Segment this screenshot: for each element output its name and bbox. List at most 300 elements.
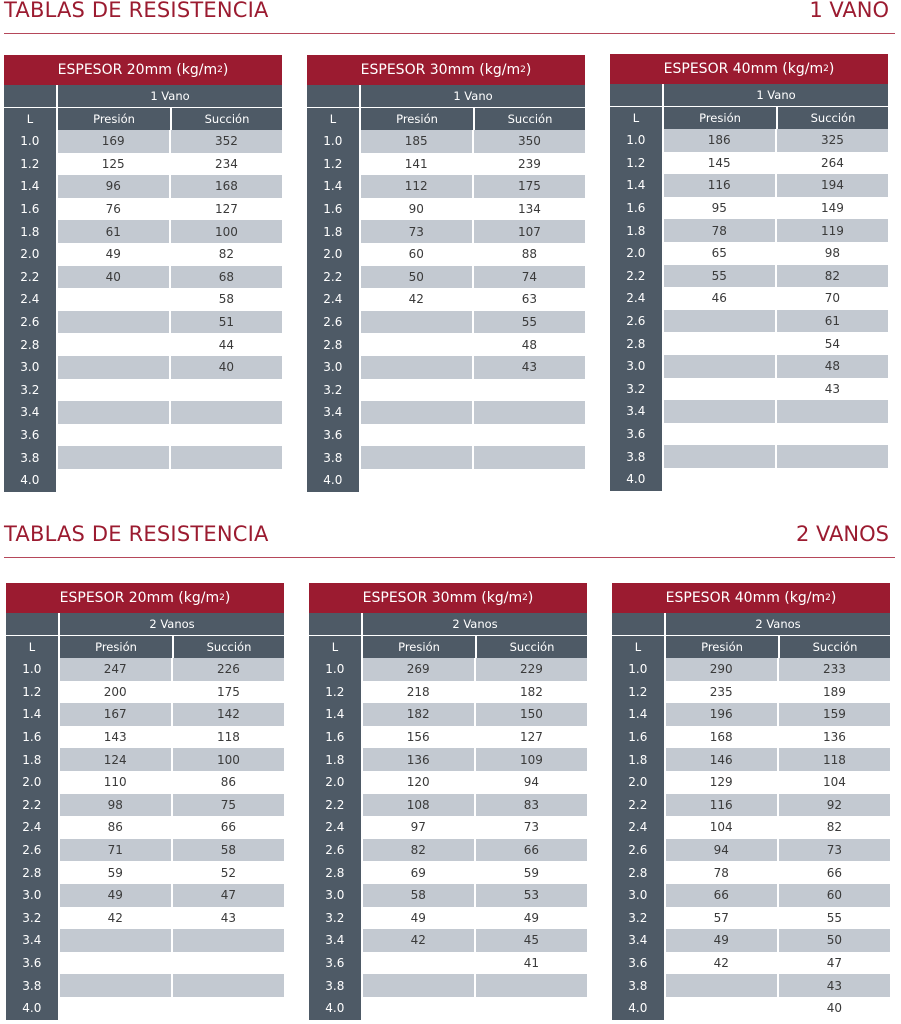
cell-presion [664, 355, 777, 378]
cell-length: 1.0 [610, 129, 664, 152]
cell-presion [664, 468, 777, 491]
cell-length: 1.6 [6, 726, 60, 749]
cell-length: 3.0 [4, 356, 58, 379]
cell-length: 2.4 [307, 288, 361, 311]
resistance-table [4, 55, 282, 492]
cell-length: 2.4 [6, 816, 60, 839]
cell-presion [363, 952, 476, 975]
cell-presion: 124 [60, 748, 173, 771]
cell-presion: 116 [664, 174, 777, 197]
cell-succion: 88 [474, 243, 585, 266]
table-row [309, 726, 587, 749]
table-title [307, 55, 585, 85]
cell-presion: 182 [363, 703, 476, 726]
cell-length: 4.0 [610, 468, 664, 491]
cell-length: 1.8 [612, 748, 666, 771]
cell-length: 2.8 [4, 333, 58, 356]
cell-succion: 136 [779, 726, 890, 749]
table-title-text: ESPESOR 30mm (kg/m [362, 590, 523, 606]
column-header-presion: Presión [60, 636, 174, 658]
cell-succion: 194 [777, 174, 888, 197]
cell-presion: 49 [363, 907, 476, 930]
span-header-label: 1 Vano [58, 85, 282, 107]
cell-presion: 42 [363, 929, 476, 952]
cell-presion: 73 [361, 220, 474, 243]
table-title-superscript: 2 [219, 593, 225, 603]
span-header-blank [612, 613, 664, 635]
cell-length: 3.8 [610, 445, 664, 468]
cell-presion: 185 [361, 130, 474, 153]
cell-presion: 49 [60, 884, 173, 907]
cell-presion [363, 997, 476, 1020]
column-header-l: L [610, 107, 664, 129]
cell-length: 1.8 [6, 748, 60, 771]
cell-succion: 50 [779, 929, 890, 952]
cell-presion: 290 [666, 658, 779, 681]
cell-presion: 42 [361, 288, 474, 311]
resistance-table [612, 583, 890, 1020]
cell-length: 4.0 [6, 997, 60, 1020]
table-row [610, 423, 888, 446]
cell-length: 2.0 [4, 243, 58, 266]
cell-succion: 40 [171, 356, 282, 379]
column-header-row [309, 636, 587, 658]
cell-succion: 55 [779, 907, 890, 930]
table-row [612, 952, 890, 975]
cell-presion [60, 952, 173, 975]
table-row [612, 997, 890, 1020]
cell-presion: 40 [58, 266, 171, 289]
cell-length: 2.4 [610, 287, 664, 310]
cell-succion: 82 [777, 265, 888, 288]
table-row [309, 861, 587, 884]
table-row [612, 839, 890, 862]
cell-presion: 42 [666, 952, 779, 975]
cell-succion [173, 974, 284, 997]
table-row [6, 997, 284, 1020]
cell-presion: 98 [60, 794, 173, 817]
cell-succion: 127 [171, 198, 282, 221]
cell-length: 2.8 [6, 861, 60, 884]
cell-length: 1.0 [612, 658, 666, 681]
span-header-label: 2 Vanos [363, 613, 587, 635]
cell-length: 2.0 [610, 242, 664, 265]
cell-presion: 69 [363, 861, 476, 884]
cell-succion: 127 [476, 726, 587, 749]
table-row [610, 219, 888, 242]
cell-succion: 325 [777, 129, 888, 152]
table-row [612, 816, 890, 839]
cell-length: 1.0 [6, 658, 60, 681]
cell-succion: 86 [173, 771, 284, 794]
column-header-l: L [6, 636, 60, 658]
cell-presion: 141 [361, 153, 474, 176]
cell-length: 1.4 [307, 175, 361, 198]
cell-succion [173, 929, 284, 952]
cell-length: 3.6 [4, 424, 58, 447]
cell-succion: 43 [474, 356, 585, 379]
cell-presion [664, 445, 777, 468]
table-title [612, 583, 890, 613]
cell-succion [171, 379, 282, 402]
cell-succion: 226 [173, 658, 284, 681]
cell-presion [361, 446, 474, 469]
cell-presion: 129 [666, 771, 779, 794]
table-row [309, 748, 587, 771]
cell-succion: 83 [476, 794, 587, 817]
cell-length: 3.6 [610, 423, 664, 446]
table-row [4, 153, 282, 176]
cell-length: 3.4 [307, 401, 361, 424]
cell-length: 1.8 [610, 219, 664, 242]
cell-succion: 94 [476, 771, 587, 794]
cell-presion: 95 [664, 197, 777, 220]
table-row [610, 265, 888, 288]
column-header-l: L [612, 636, 666, 658]
table-row [309, 974, 587, 997]
table-row [307, 311, 585, 334]
cell-length: 1.6 [4, 198, 58, 221]
table-row [4, 311, 282, 334]
cell-length: 2.0 [612, 771, 666, 794]
table-title-superscript: 2 [520, 65, 526, 75]
table-row [309, 703, 587, 726]
cell-presion [60, 974, 173, 997]
cell-presion [361, 379, 474, 402]
cell-presion: 58 [363, 884, 476, 907]
cell-succion: 159 [779, 703, 890, 726]
cell-presion [58, 401, 171, 424]
column-header-succion: Succión [507, 112, 553, 126]
table-row [6, 816, 284, 839]
cell-presion: 65 [664, 242, 777, 265]
cell-presion: 61 [58, 220, 171, 243]
span-header-row [6, 613, 284, 635]
table-row [612, 929, 890, 952]
cell-succion: 100 [171, 220, 282, 243]
span-header-blank [6, 613, 58, 635]
table-row [307, 469, 585, 492]
cell-length: 2.6 [612, 839, 666, 862]
cell-length: 3.8 [307, 446, 361, 469]
cell-succion: 74 [474, 266, 585, 289]
column-header-succion: Succión [509, 640, 555, 654]
column-header-l: L [309, 636, 363, 658]
cell-length: 3.4 [612, 929, 666, 952]
cell-presion: 169 [58, 130, 171, 153]
cell-length: 3.4 [309, 929, 363, 952]
cell-presion [58, 288, 171, 311]
cell-presion: 168 [666, 726, 779, 749]
cell-length: 4.0 [4, 469, 58, 492]
cell-succion: 119 [777, 219, 888, 242]
cell-succion: 53 [476, 884, 587, 907]
cell-length: 3.2 [610, 378, 664, 401]
table-row [307, 401, 585, 424]
cell-presion [361, 356, 474, 379]
cell-length: 3.4 [610, 400, 664, 423]
cell-length: 3.2 [309, 907, 363, 930]
cell-presion: 66 [666, 884, 779, 907]
cell-length: 3.8 [6, 974, 60, 997]
cell-succion: 104 [779, 771, 890, 794]
cell-succion: 52 [173, 861, 284, 884]
cell-length: 2.6 [307, 311, 361, 334]
cell-succion: 175 [173, 681, 284, 704]
table-row [610, 129, 888, 152]
cell-presion [664, 423, 777, 446]
cell-succion [777, 445, 888, 468]
cell-length: 1.8 [4, 220, 58, 243]
table-row [309, 997, 587, 1020]
cell-length: 3.0 [610, 355, 664, 378]
table-row [309, 839, 587, 862]
cell-presion: 94 [666, 839, 779, 862]
cell-presion: 104 [666, 816, 779, 839]
span-header-label: 1 Vano [361, 85, 585, 107]
cell-presion [666, 997, 779, 1020]
cell-succion: 48 [777, 355, 888, 378]
cell-succion: 134 [474, 198, 585, 221]
table-row [610, 310, 888, 333]
section-header [0, 0, 901, 34]
cell-succion: 98 [777, 242, 888, 265]
table-body [307, 130, 585, 492]
cell-length: 1.2 [4, 153, 58, 176]
cell-succion [474, 379, 585, 402]
cell-succion [777, 468, 888, 491]
table-row [4, 220, 282, 243]
cell-presion: 110 [60, 771, 173, 794]
cell-succion: 100 [173, 748, 284, 771]
table-row [307, 356, 585, 379]
cell-presion [361, 401, 474, 424]
cell-length: 1.4 [610, 174, 664, 197]
cell-presion: 96 [58, 175, 171, 198]
cell-succion: 118 [779, 748, 890, 771]
cell-presion: 108 [363, 794, 476, 817]
cell-succion: 150 [476, 703, 587, 726]
cell-presion: 42 [60, 907, 173, 930]
cell-presion [58, 333, 171, 356]
column-header-presion: Presión [664, 107, 778, 129]
cell-succion: 70 [777, 287, 888, 310]
cell-length: 1.6 [307, 198, 361, 221]
table-title-text: ESPESOR 20mm (kg/m [59, 590, 220, 606]
cell-succion: 73 [476, 816, 587, 839]
cell-length: 2.2 [4, 266, 58, 289]
column-header-succion: Succión [204, 112, 250, 126]
table-row [309, 952, 587, 975]
cell-succion [474, 469, 585, 492]
table-title-close: ) [525, 62, 532, 78]
table-row [612, 771, 890, 794]
table-row [309, 884, 587, 907]
table-row [612, 748, 890, 771]
cell-presion [361, 311, 474, 334]
table-title [6, 583, 284, 613]
column-header-l: L [4, 108, 58, 130]
cell-presion: 71 [60, 839, 173, 862]
resistance-table [6, 583, 284, 1020]
cell-succion: 47 [779, 952, 890, 975]
cell-length: 1.2 [307, 153, 361, 176]
column-header-row [610, 107, 888, 129]
column-header-presion: Presión [361, 108, 475, 130]
table-title-close: ) [828, 61, 835, 77]
table-row [4, 424, 282, 447]
cell-succion: 142 [173, 703, 284, 726]
table-body [4, 130, 282, 492]
table-row [307, 130, 585, 153]
table-row [612, 907, 890, 930]
cell-succion: 229 [476, 658, 587, 681]
cell-succion: 43 [779, 974, 890, 997]
cell-length: 1.0 [4, 130, 58, 153]
cell-succion: 82 [171, 243, 282, 266]
table-row [4, 130, 282, 153]
table-row [307, 424, 585, 447]
table-row [307, 153, 585, 176]
cell-length: 3.8 [309, 974, 363, 997]
table-title-superscript: 2 [825, 593, 831, 603]
cell-length: 3.2 [6, 907, 60, 930]
cell-succion [171, 469, 282, 492]
cell-presion: 218 [363, 681, 476, 704]
cell-presion [58, 356, 171, 379]
cell-presion: 143 [60, 726, 173, 749]
cell-presion: 78 [664, 219, 777, 242]
cell-length: 2.8 [610, 332, 664, 355]
table-row [309, 929, 587, 952]
column-header-row [6, 636, 284, 658]
table-title [610, 54, 888, 84]
cell-succion [476, 974, 587, 997]
table-body [612, 658, 890, 1020]
cell-length: 2.6 [309, 839, 363, 862]
cell-length: 2.6 [6, 839, 60, 862]
cell-length: 3.0 [307, 356, 361, 379]
table-row [4, 446, 282, 469]
table-row [307, 243, 585, 266]
cell-length: 1.6 [309, 726, 363, 749]
cell-presion: 235 [666, 681, 779, 704]
cell-length: 1.8 [309, 748, 363, 771]
cell-succion: 118 [173, 726, 284, 749]
table-row [612, 861, 890, 884]
table-row [612, 681, 890, 704]
table-row [6, 726, 284, 749]
cell-length: 2.2 [307, 266, 361, 289]
table-title [4, 55, 282, 85]
section-header [0, 524, 901, 558]
cell-succion: 54 [777, 332, 888, 355]
span-header-blank [307, 85, 359, 107]
column-header-succion: Succión [206, 640, 252, 654]
cell-presion: 120 [363, 771, 476, 794]
cell-presion [361, 469, 474, 492]
cell-succion [171, 446, 282, 469]
table-row [4, 469, 282, 492]
cell-succion: 61 [777, 310, 888, 333]
cell-presion: 145 [664, 152, 777, 175]
cell-length: 1.8 [307, 220, 361, 243]
table-row [307, 198, 585, 221]
span-header-row [612, 613, 890, 635]
table-row [307, 446, 585, 469]
cell-presion: 50 [361, 266, 474, 289]
table-row [307, 175, 585, 198]
cell-presion: 60 [361, 243, 474, 266]
table-row [612, 974, 890, 997]
cell-length: 2.6 [4, 311, 58, 334]
cell-presion [664, 400, 777, 423]
table-row [610, 174, 888, 197]
table-row [4, 288, 282, 311]
cell-succion: 73 [779, 839, 890, 862]
cell-length: 3.6 [307, 424, 361, 447]
cell-succion: 55 [474, 311, 585, 334]
cell-length: 2.2 [610, 265, 664, 288]
cell-presion: 269 [363, 658, 476, 681]
cell-length: 3.0 [6, 884, 60, 907]
cell-presion: 90 [361, 198, 474, 221]
cell-succion: 107 [474, 220, 585, 243]
table-row [6, 658, 284, 681]
table-title-superscript: 2 [217, 65, 223, 75]
cell-length: 1.2 [309, 681, 363, 704]
cell-length: 2.8 [612, 861, 666, 884]
cell-presion [666, 974, 779, 997]
span-header-row [4, 85, 282, 107]
cell-succion: 350 [474, 130, 585, 153]
cell-presion [58, 379, 171, 402]
cell-presion: 55 [664, 265, 777, 288]
table-title-close: ) [527, 590, 534, 606]
cell-succion: 109 [476, 748, 587, 771]
cell-presion: 125 [58, 153, 171, 176]
cell-succion: 43 [173, 907, 284, 930]
cell-length: 1.4 [6, 703, 60, 726]
section-span-label: 2 VANOS [796, 522, 889, 546]
cell-length: 3.4 [4, 401, 58, 424]
cell-length: 2.2 [612, 794, 666, 817]
table-row [307, 220, 585, 243]
cell-length: 3.2 [612, 907, 666, 930]
column-header-presion: Presión [58, 108, 172, 130]
span-header-row [307, 85, 585, 107]
cell-presion: 49 [58, 243, 171, 266]
cell-presion: 146 [666, 748, 779, 771]
cell-length: 4.0 [612, 997, 666, 1020]
table-row [612, 703, 890, 726]
table-row [309, 771, 587, 794]
cell-succion [171, 401, 282, 424]
table-row [6, 703, 284, 726]
section-divider [4, 557, 895, 558]
cell-presion: 186 [664, 129, 777, 152]
cell-succion: 66 [476, 839, 587, 862]
table-row [610, 197, 888, 220]
cell-length: 4.0 [309, 997, 363, 1020]
cell-succion: 49 [476, 907, 587, 930]
table-row [307, 333, 585, 356]
cell-presion [58, 424, 171, 447]
column-header-presion: Presión [666, 636, 780, 658]
cell-length: 2.0 [307, 243, 361, 266]
table-row [307, 266, 585, 289]
cell-succion [777, 400, 888, 423]
